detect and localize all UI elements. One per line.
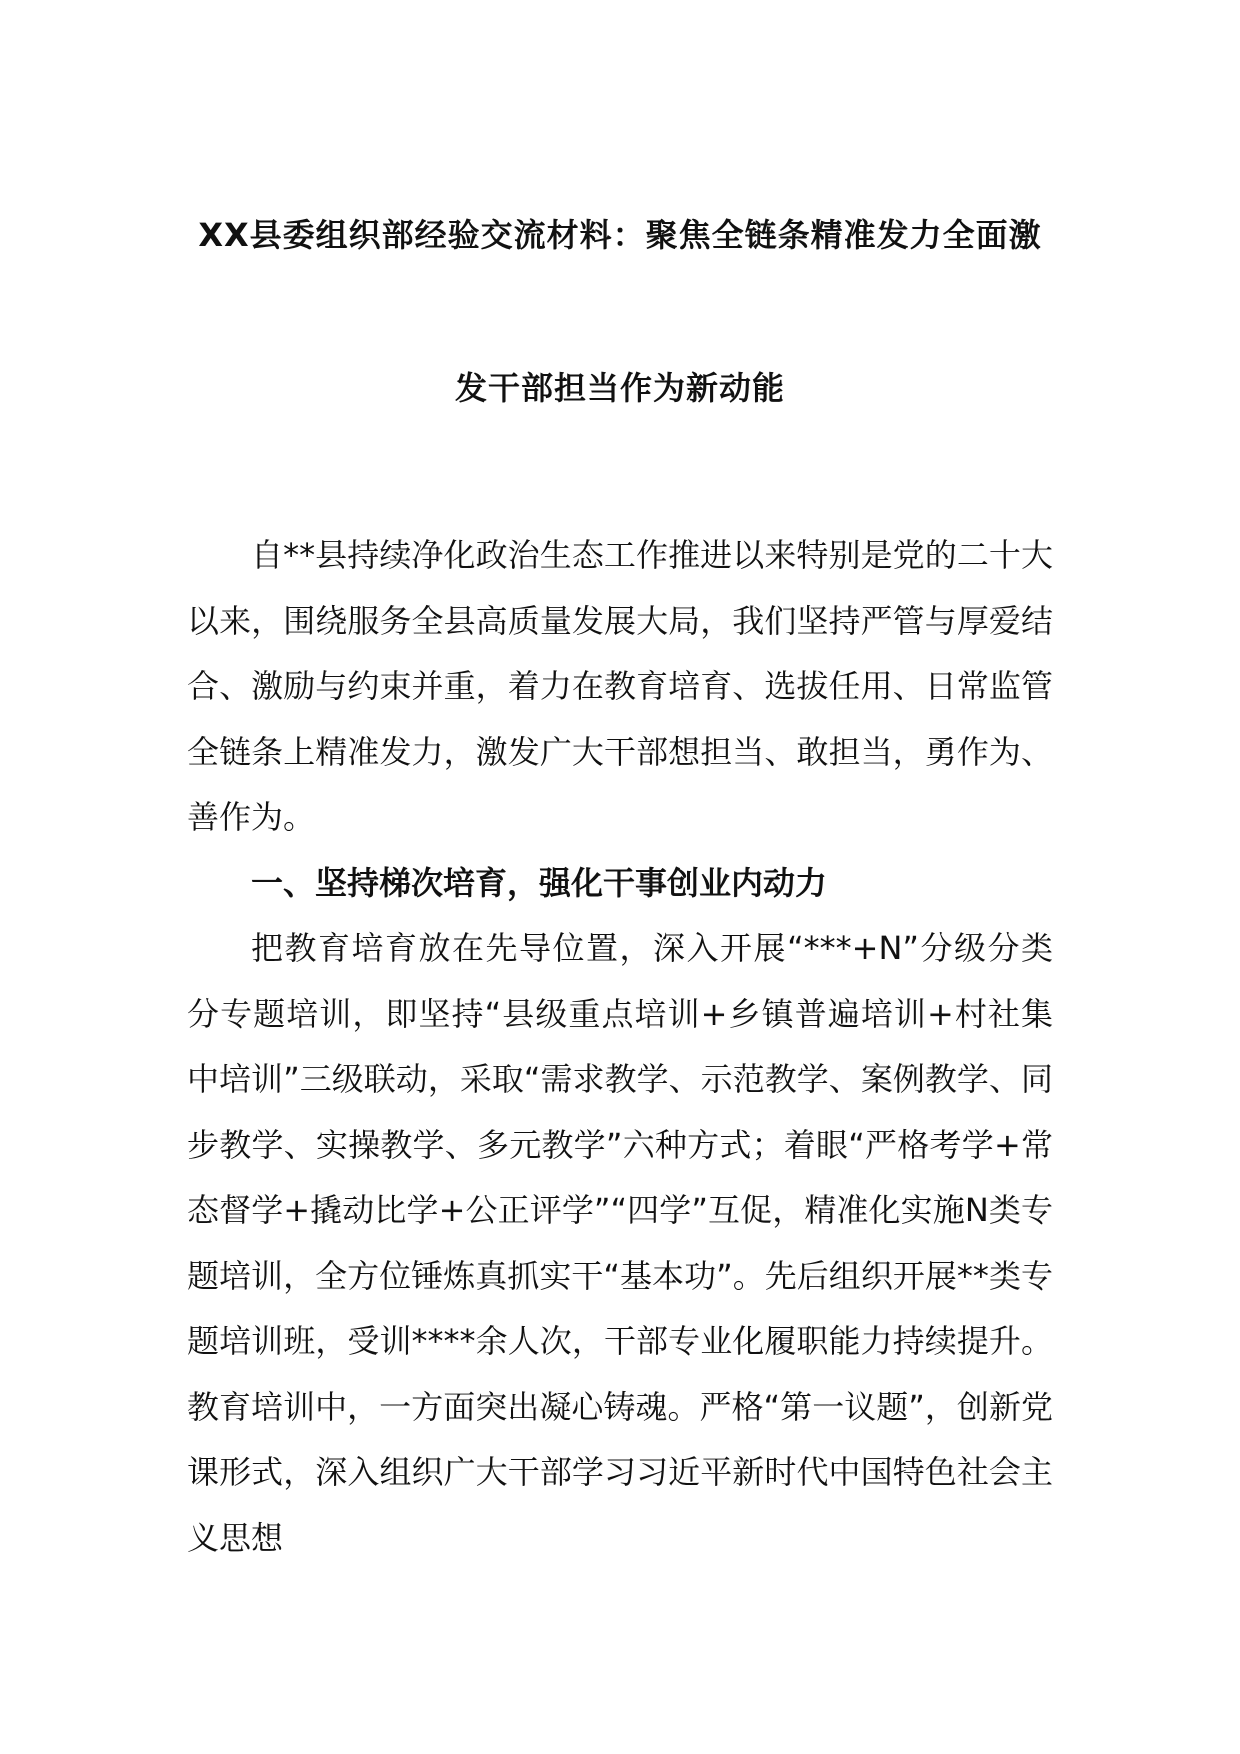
document-title-line-2: 发干部担当作为新动能: [454, 369, 785, 407]
paragraph-section-1: 把教育培育放在先导位置，深入开展“***+N”分级分类分专题培训，即坚持“县级重点培训+乡镇普遍培训+村社集中培训”三级联动，采取“需求教学、示范教学、案例教学、同步教学、实操教学、多元教学”六种方式；着眼“严格考学+常态督学+撬动比学+公正评学”“四学”互促，精准化实施N类专题培训，全方位锤炼真抓实干“基本功”。先后组织开展**类专题培训班，受训****余人次，干部专业化履职能力持续提升。教育培训中，一方面突出凝心铸魂。严格“第一议题”，创新党课形式，深入组织广大干部学习习近平新时代中国特色社会主义思想: [187, 929, 1053, 1557]
paragraph-intro: 自**县持续净化政治生态工作推进以来特别是党的二十大以来，围绕服务全县高质量发展大局，我们坚持严管与厚爱结合、激励与约束并重，着力在教育培育、选拔任用、日常监管全链条上精准发力，激发广大干部想担当、敢担当，勇作为、善作为。: [187, 536, 1053, 836]
document-body: [187, 523, 1053, 1571]
section-heading-1: 一、坚持梯次培育，强化干事创业内动力: [251, 863, 828, 902]
document-title-line-1: XX县委组织部经验交流材料：聚焦全链条精准发力全面激: [198, 216, 1042, 254]
